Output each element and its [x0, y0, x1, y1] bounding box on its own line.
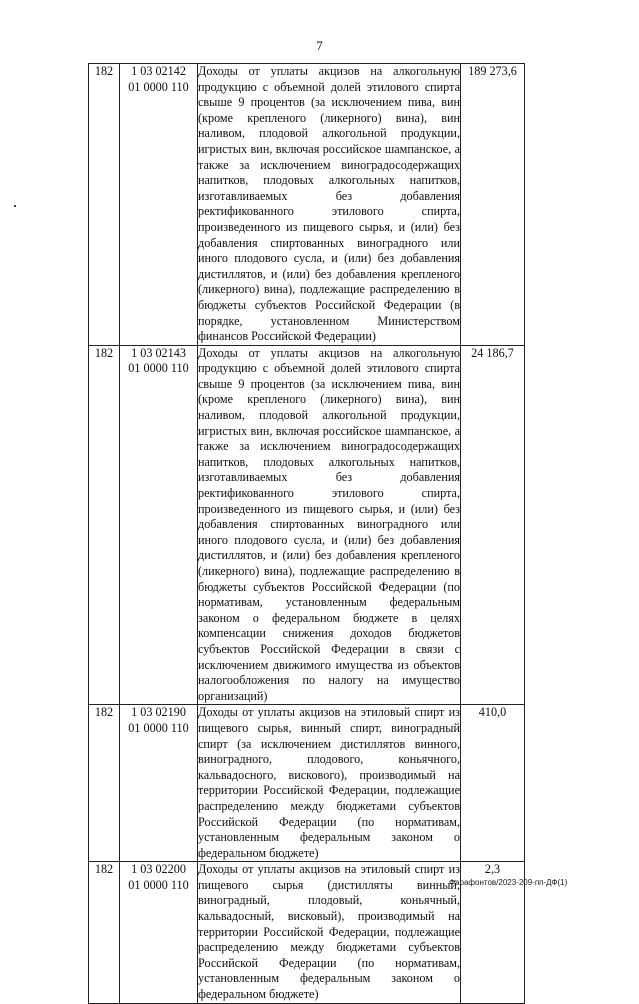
description-cell: Доходы от уплаты акцизов на этиловый спирт из пищевого сырья (дистилляты винный, виноградный, плодовый, коньячный, кальвадосный, висковый), производимый на территории Российской Федерации, подлежащие распределению между бюджетами субъектов Российской Федерации (по нормативам, установленным федеральным законом о федеральном бюджете): [198, 862, 461, 1003]
budget-code-part1: 1 03 02142: [131, 64, 186, 78]
document-reference: Фарафонтов/2023-209-пп-ДФ(1): [449, 878, 568, 887]
budget-code-cell: [120, 345, 198, 705]
table-row: [89, 705, 525, 862]
amount-cell: 410,0: [461, 705, 525, 862]
scan-speck: [14, 205, 16, 207]
budget-code-part2: 01 0000 110: [128, 361, 189, 376]
budget-code-cell: [120, 705, 198, 862]
budget-code-cell: [120, 862, 198, 1003]
budget-code-part2: 01 0000 110: [128, 79, 189, 94]
budget-code-part1: 1 03 02143: [131, 345, 186, 360]
description-cell: Доходы от уплаты акцизов на этиловый спирт из пищевого сырья, винный спирт, виноградный спирт (за исключением дистиллятов винного, виноградного, плодового, коньячного, кальвадосного, вискового), производимый на территории Российской Федерации, подлежащие распределению между бюджетами субъектов Российской Федерации (по нормативам, установленным федеральным законом о федеральном бюджете): [198, 705, 461, 862]
admin-code-cell: 182: [89, 64, 120, 346]
amount-cell: 2,3: [461, 862, 525, 1003]
page-number: 7: [316, 38, 323, 53]
description-cell: Доходы от уплаты акцизов на алкогольную продукцию с объемной долей этилового спирта свыше 9 процентов (за исключением пива, вин (кроме крепленого (ликерного) вина), вин наливом, плодовой алкогольной продукции, игристых вин, включая российское шампанское, а также за исключением виноградосодержащих напитков, плодовых алкогольных напитков, изготавливаемых без добавления ректификованного этилового спирта, произведенного из пищевого сырья, и (или) без добавления спиртованных виноградного или иного плодового сусла, и (или) без добавления дистиллятов, и (или) без добавления крепленого (ликерного) вина), подлежащие распределению в бюджеты субъектов Российской Федерации (в порядке, установленном Министерством финансов Российской Федерации): [198, 64, 461, 346]
budget-code-part2: 01 0000 110: [128, 877, 189, 892]
admin-code-cell: 182: [89, 862, 120, 1003]
revenue-table: [88, 63, 525, 1004]
amount-cell: 24 186,7: [461, 345, 525, 705]
budget-code-part2: 01 0000 110: [128, 720, 189, 735]
description-cell: Доходы от уплаты акцизов на алкогольную продукцию с объемной долей этилового спирта свыше 9 процентов (за исключением пива, вин (кроме крепленого (ликерного) вина), вин наливом, плодовой алкогольной продукции, игристых вин, включая российское шампанское, а также за исключением виноградосодержащих напитков, плодовых алкогольных напитков, изготавливаемых без добавления ректификованного этилового спирта, произведенного из пищевого сырья, и (или) без добавления спиртованных виноградного или иного плодового сусла, и (или) без добавления дистиллятов, и (или) без добавления крепленого (ликерного) вина), подлежащие распределению в бюджеты субъектов Российской Федерации (по нормативам, установленным федеральным законом о федеральном бюджете в целях компенсации снижения доходов бюджетов субъектов Российской Федерации в связи с исключением движимого имущества из объектов налогообложения по налогу на имущество организаций): [198, 345, 461, 705]
amount-cell: 189 273,6: [461, 64, 525, 346]
budget-code-part1: 1 03 02190: [131, 705, 186, 720]
table-row: [89, 345, 525, 705]
budget-code-cell: [120, 64, 198, 346]
budget-code-part1: 1 03 02200: [131, 862, 186, 877]
table-row: [89, 64, 525, 346]
admin-code-cell: 182: [89, 705, 120, 862]
admin-code-cell: 182: [89, 345, 120, 705]
